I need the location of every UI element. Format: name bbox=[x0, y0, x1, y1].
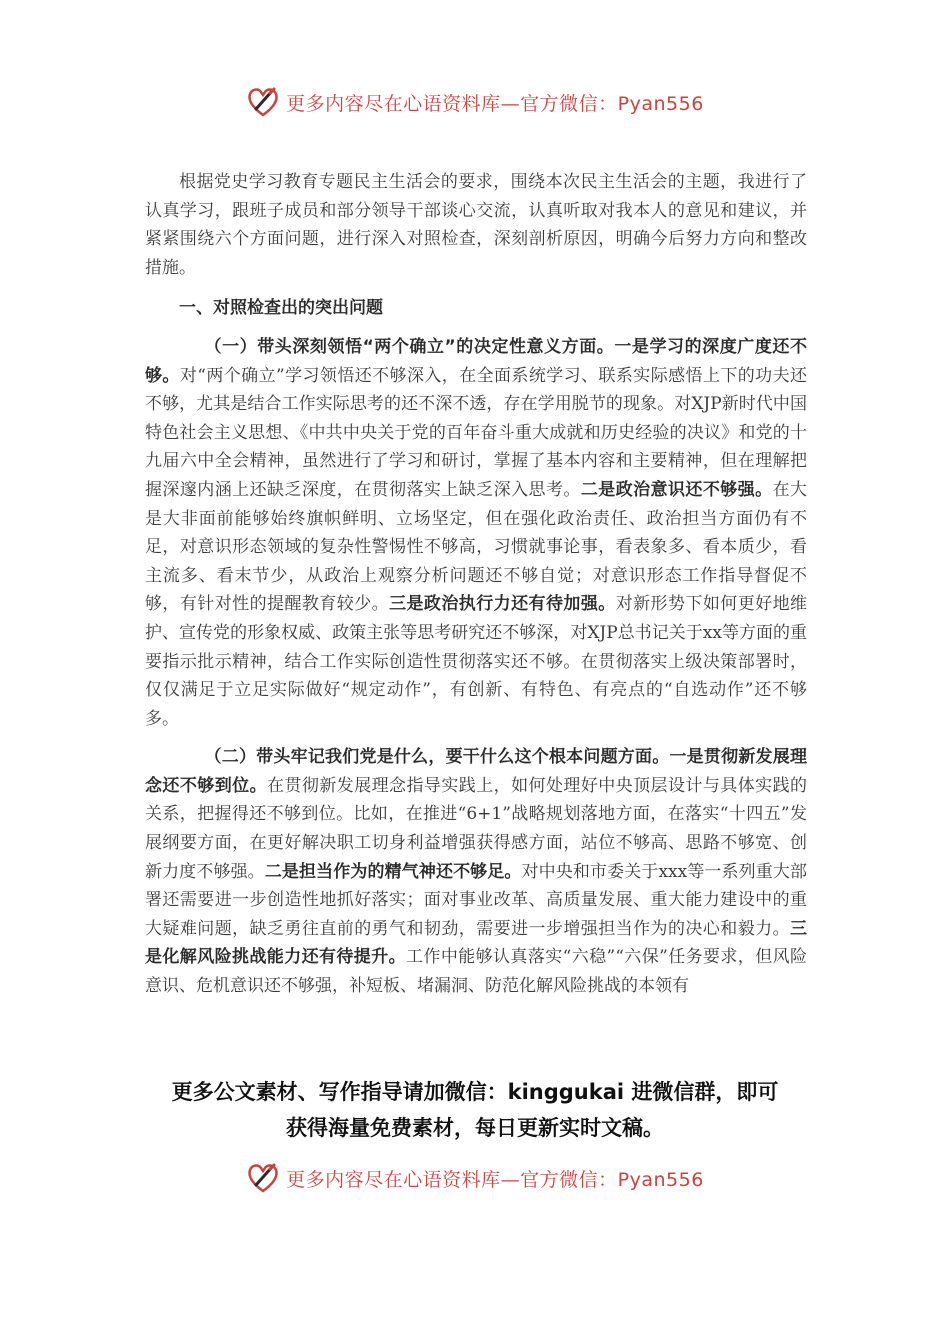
section-heading: 一、对照检查出的突出问题 bbox=[179, 298, 383, 319]
promo-banner bbox=[120, 1074, 830, 1146]
promo-line-1: 更多公文素材、写作指导请加微信：kinggukai 进微信群，即可 bbox=[171, 1080, 779, 1104]
para1-lead: （一）带头深刻领悟“两个确立”的决定性意义方面。一是学习的深度广度还不够。 bbox=[145, 336, 807, 386]
intro-paragraph: 根据党史学习教育专题民主生活会的要求，围绕本次民主生活会的主题，我进行了认真学习，跟班子成员和部分领导干部谈心交流，认真听取对我本人的意见和建议，并紧紧围绕六个方面问题，进行深入对照检查，深刻剖析原因，明确今后努力方向和整改措施。 bbox=[145, 172, 807, 278]
watermark-text: 更多内容尽在心语资料库—官方微信：Pyan556 bbox=[286, 92, 704, 115]
para2-lead: （二）带头牢记我们党是什么，要干什么这个根本问题方面。一是贯彻新发展理念还不够到位。 bbox=[145, 747, 807, 796]
paragraph-1: （一）带头深刻领悟“两个确立”的决定性意义方面。一是学习的深度广度还不够。对“两个确立”学习领悟还不够深入，在全面系统学习、联系实际感悟上下的功夫还不够，尤其是结合工作实际思考的还不深不透，存在学用脱节的现象。对XJP新时代中国特色社会主义思想、《中共中央关于党的百年奋斗重大成就和历史经验的决议》和党的十九届六中全会精神，虽然进行了学习和研讨，掌握了基本内容和主要精神，但在理解把握深邃内涵上还缺乏深度，在贯彻落实上缺乏深入思考。二是政治意识还不够强。在大是大非面前能够始终旗帜鲜明、立场坚定，但在强化政治责任、政治担当方面仍有不足，对意识形态领域的复杂性警惕性不够高，习惯就事论事，看表象多、看本质少，看主流多、看末节少，从政治上观察分析问题还不够自觉；对意识形态工作指导督促不够，有针对性的提醒教育较少。三是政治执行力还有待加强。对新形势下如何更好地维护、宣传党的形象权威、政策主张等思考研究还不够深，对XJP总书记关于xx等方面的重要指示批示精神，结合工作实际创造性贯彻落实还不够。在贯彻落实上级决策部署时，仅仅满足于立足实际做好“规定动作”，有创新、有特色、有亮点的“自选动作”还不够多。 bbox=[145, 336, 808, 729]
watermark-text: 更多内容尽在心语资料库—官方微信：Pyan556 bbox=[286, 1168, 704, 1191]
document-body bbox=[145, 168, 807, 1001]
promo-line-2: 获得海量免费素材，每日更新实时文稿。 bbox=[286, 1116, 664, 1140]
footer-watermark bbox=[0, 1158, 950, 1198]
paragraph-2: （二）带头牢记我们党是什么，要干什么这个根本问题方面。一是贯彻新发展理念还不够到位。在贯彻新发展理念指导实践上，如何处理好中央顶层设计与具体实践的关系，把握得还不够到位。比如，在推进“6+1”战略规划落地方面，在落实“十四五”发展纲要方面，在更好解决职工切身利益增强获得感方面，站位不够高、思路不够宽、创新力度不够强。二是担当作为的精气神还不够足。对中央和市委关于xxx等一系列重大部署还需要进一步创造性地抓好落实；面对事业改革、高质量发展、重大能力建设中的重大疑难问题，缺乏勇往直前的勇气和韧劲，需要进一步增强担当作为的决心和毅力。三是化解风险挑战能力还有待提升。工作中能够认真落实“六稳”“六保”任务要求，但风险意识、危机意识还不够强，补短板、堵漏洞、防范化解风险挑战的本领有 bbox=[145, 747, 808, 997]
header-watermark bbox=[0, 82, 950, 122]
heart-pen-logo-icon bbox=[246, 1161, 280, 1195]
heart-pen-logo-icon bbox=[246, 85, 280, 119]
